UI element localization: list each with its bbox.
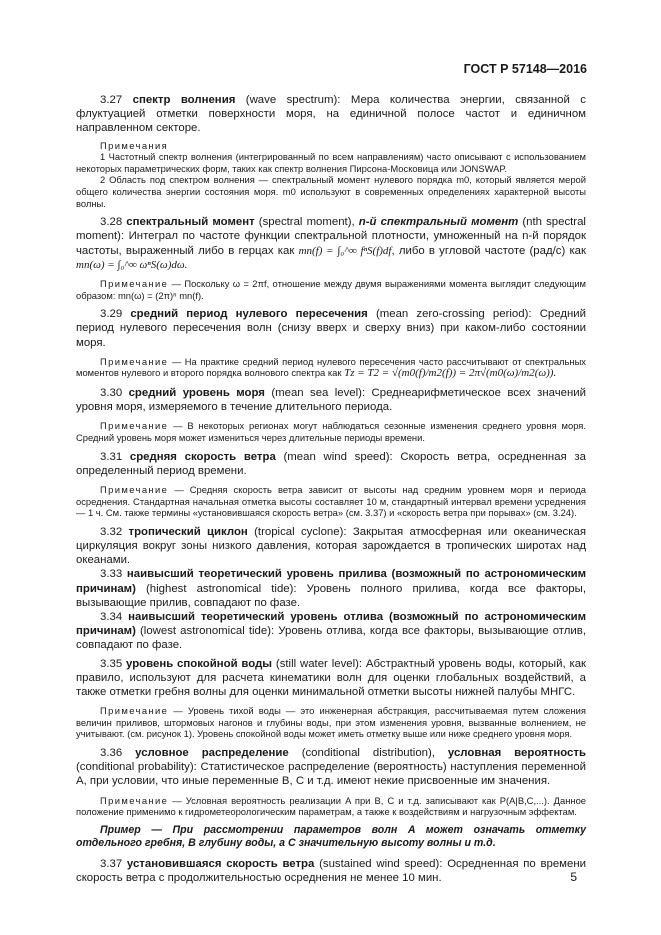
definition-3-31 <box>76 450 586 478</box>
definition-text: (still water level): Абстрактный уровень воды, который, как правило, используют для расчета кинематики волн для оценки глобальных воздействий, а также отметки гребня волны для оценки минимальной отметки высоты нижней палубы МНГС. <box>76 657 587 698</box>
definition-3-27 <box>76 93 586 136</box>
note-label: Примечание <box>100 794 169 806</box>
note-label: Примечание <box>100 420 169 432</box>
document-body <box>76 93 586 885</box>
document-header: ГОСТ Р 57148—2016 <box>463 62 587 76</box>
note-3-35 <box>76 705 586 740</box>
clause-number: 3.34 <box>100 610 123 623</box>
note-3-36 <box>76 795 586 818</box>
definition-text-2: , либо в угловой частоте (рад/с) как <box>391 244 587 257</box>
clause-number: 3.36 <box>100 746 123 759</box>
note-3-30 <box>76 420 586 443</box>
term: установившаяся скорость ветра <box>126 857 315 870</box>
note-text: — В некоторых регионах могут наблюдаться сезонные изменения среднего уровня моря. Средний уровень моря может измениться через длительные периоды времени. <box>76 420 586 443</box>
term: наивысший теоретический уровень прилива (возможный по астрономическим причинам) <box>76 568 586 595</box>
term: средний период нулевого пересечения <box>130 308 368 321</box>
clause-number: 3.35 <box>100 657 123 670</box>
clause-number: 3.31 <box>100 450 123 463</box>
note-text: — Условная вероятность реализации A при B, C и т.д. записывают как P(A|B,C,...). Данное положение применимо к гидрометеорологическим параметрам, а также к воздействиям и нагрузочным эффектам. <box>76 794 586 818</box>
note-text: — Средняя скорость ветра зависит от высоты над средним уровнем моря и периода осреднения. Стандартная начальная отметка высоты составляет 10 м, стандартный интервал времени усреднения — 1 ч. См. также термины «установившаяся скорость ветра» (см. 3.37) и «скорость ветра при порывах» (см. 3.24). <box>76 483 586 519</box>
definition-text: (conditional probability): Статистическое распределение (вероятность) наступления переменной A, при условии, что иные переменные B, C и т.д. имеют некие присвоенные им значения. <box>76 761 586 788</box>
note-label: Примечание <box>100 483 169 495</box>
clause-number: 3.37 <box>100 857 123 870</box>
term-english: (spectral moment), <box>258 216 355 229</box>
term: спектр волнения <box>132 94 236 106</box>
note-3-27-1: 1 Частотный спектр волнения (интегрированный по всем направлениям) часто описывают с использованием некоторых параметрических форм, таких как спектр волнения Пирсона-Московица или JONSWAP. <box>76 151 586 174</box>
definition-text: (mean wind speed): Скорость ветра, осредненная за определенный период времени. <box>76 450 586 477</box>
definition-3-32 <box>76 525 586 568</box>
note-label: Примечание <box>100 705 169 717</box>
clause-number: 3.33 <box>100 568 123 581</box>
term: спектральный момент <box>126 216 255 229</box>
term-english: (conditional distribution), <box>301 746 435 759</box>
note-3-27-2: 2 Область под спектром волнения — спектральный момент нулевого порядка m0, который является мерой общего количества энергии состояния моря. m0 используют в современных определениях характерной высоты волны. <box>76 174 586 209</box>
term-alt: условная вероятность <box>447 746 586 759</box>
definition-3-37 <box>76 857 586 885</box>
definition-text: (mean zero-crossing period): Средний период нулевого пересечения волн (снизу вверх и сверху вниз) при каком-либо состоянии моря. <box>76 308 586 349</box>
definition-3-33 <box>76 567 586 610</box>
definition-text: (mean sea level): Среднеарифметическое всех значений уровня моря, измеряемого в течение длительного периода. <box>76 386 586 414</box>
formula-hertz: mn(f) = ∫₀^∞ fⁿS(f)df <box>298 244 392 257</box>
definition-3-29 <box>76 307 586 350</box>
definition-text: (wave spectrum): Мера количества энергии, связанной с флуктуацией отметки поверхности моря, на единичной полосе частот и единичном направленном секторе. <box>76 94 586 135</box>
note-label: Примечание <box>100 277 169 289</box>
definition-3-36 <box>76 746 586 789</box>
note-label: Примечание <box>100 355 169 367</box>
formula-angular: mn(ω) = ∫₀^∞ ωⁿS(ω)dω. <box>76 258 188 271</box>
definition-3-35 <box>76 657 586 700</box>
clause-number: 3.32 <box>100 525 123 538</box>
term: условное распределение <box>135 746 289 759</box>
definition-text: (sustained wind speed): Осредненная по времени скорость ветра с продолжительностью осреднения не менее 10 мин. <box>76 857 586 884</box>
term-alt: n-й спектральный момент <box>358 216 519 229</box>
definition-3-34 <box>76 610 586 653</box>
clause-number: 3.27 <box>100 94 123 106</box>
note-text: — Уровень тихой воды — это инженерная абстракция, рассчитываемая путем сложения величин приливов, штормовых нагонов и глубины воды, при этом изменения уровня, вызванные волнением, не учитывают. (см. рисунок 1). Уровень спокойной воды может иметь отметку выше или ниже среднего уровня моря. <box>76 705 586 740</box>
definition-text: (nth spectral moment): Интеграл по частоте функции спектральной плотности, умноженный на n-й порядок частоты, выраженный либо в герцах как <box>76 216 586 257</box>
formula-zero-crossing: Tz = T2 = √(m0(f)/m2(f)) = 2π√(m0(ω)/m2(ω)). <box>344 367 557 380</box>
note-3-28 <box>76 278 586 301</box>
note-text: — На практике средний период нулевого пересечения часто рассчитывают от спектральных моментов нулевого и второго порядка волнового спектра как <box>76 355 586 379</box>
clause-number: 3.28 <box>100 216 123 229</box>
term: средняя скорость ветра <box>129 450 276 463</box>
clause-number: 3.29 <box>100 308 123 321</box>
term: тропический циклон <box>128 525 248 538</box>
page-number: 5 <box>570 870 577 884</box>
term: уровень спокойной воды <box>126 657 273 670</box>
term: средний уровень моря <box>128 386 265 399</box>
definition-text: (lowest astronomical tide): Уровень отлива, когда все факторы, вызывающие отлив, совпадают по фазе. <box>76 625 586 652</box>
note-text: — Поскольку ω = 2πf, отношение между двумя выражениями момента выглядит следующим образом: mn(ω) = (2π)ⁿ mn(f). <box>76 277 586 301</box>
example-text: Пример — При рассмотрении параметров волн A может означать отметку отдельного гребня, B глубину воды, а C значительную высоту волны и т.д. <box>76 823 586 850</box>
notes-heading: Примечания <box>100 139 169 151</box>
note-3-31 <box>76 484 586 519</box>
clause-number: 3.30 <box>100 386 123 399</box>
definition-text: (tropical cyclone): Закрытая атмосферная или океаническая циркуляция вокруг зоны низкого давления, которая зарождается в тропических широтах над океанами. <box>76 525 586 567</box>
note-3-29 <box>76 356 586 380</box>
term: наивысший теоретический уровень отлива (возможный по астрономическим причинам) <box>76 610 586 638</box>
definition-text: (highest astronomical tide): Уровень полного прилива, когда все факторы, вызывающие прилив, совпадают по фазе. <box>76 582 586 609</box>
definition-3-30 <box>76 386 586 414</box>
definition-3-28 <box>76 215 586 272</box>
example-3-36 <box>76 824 586 851</box>
